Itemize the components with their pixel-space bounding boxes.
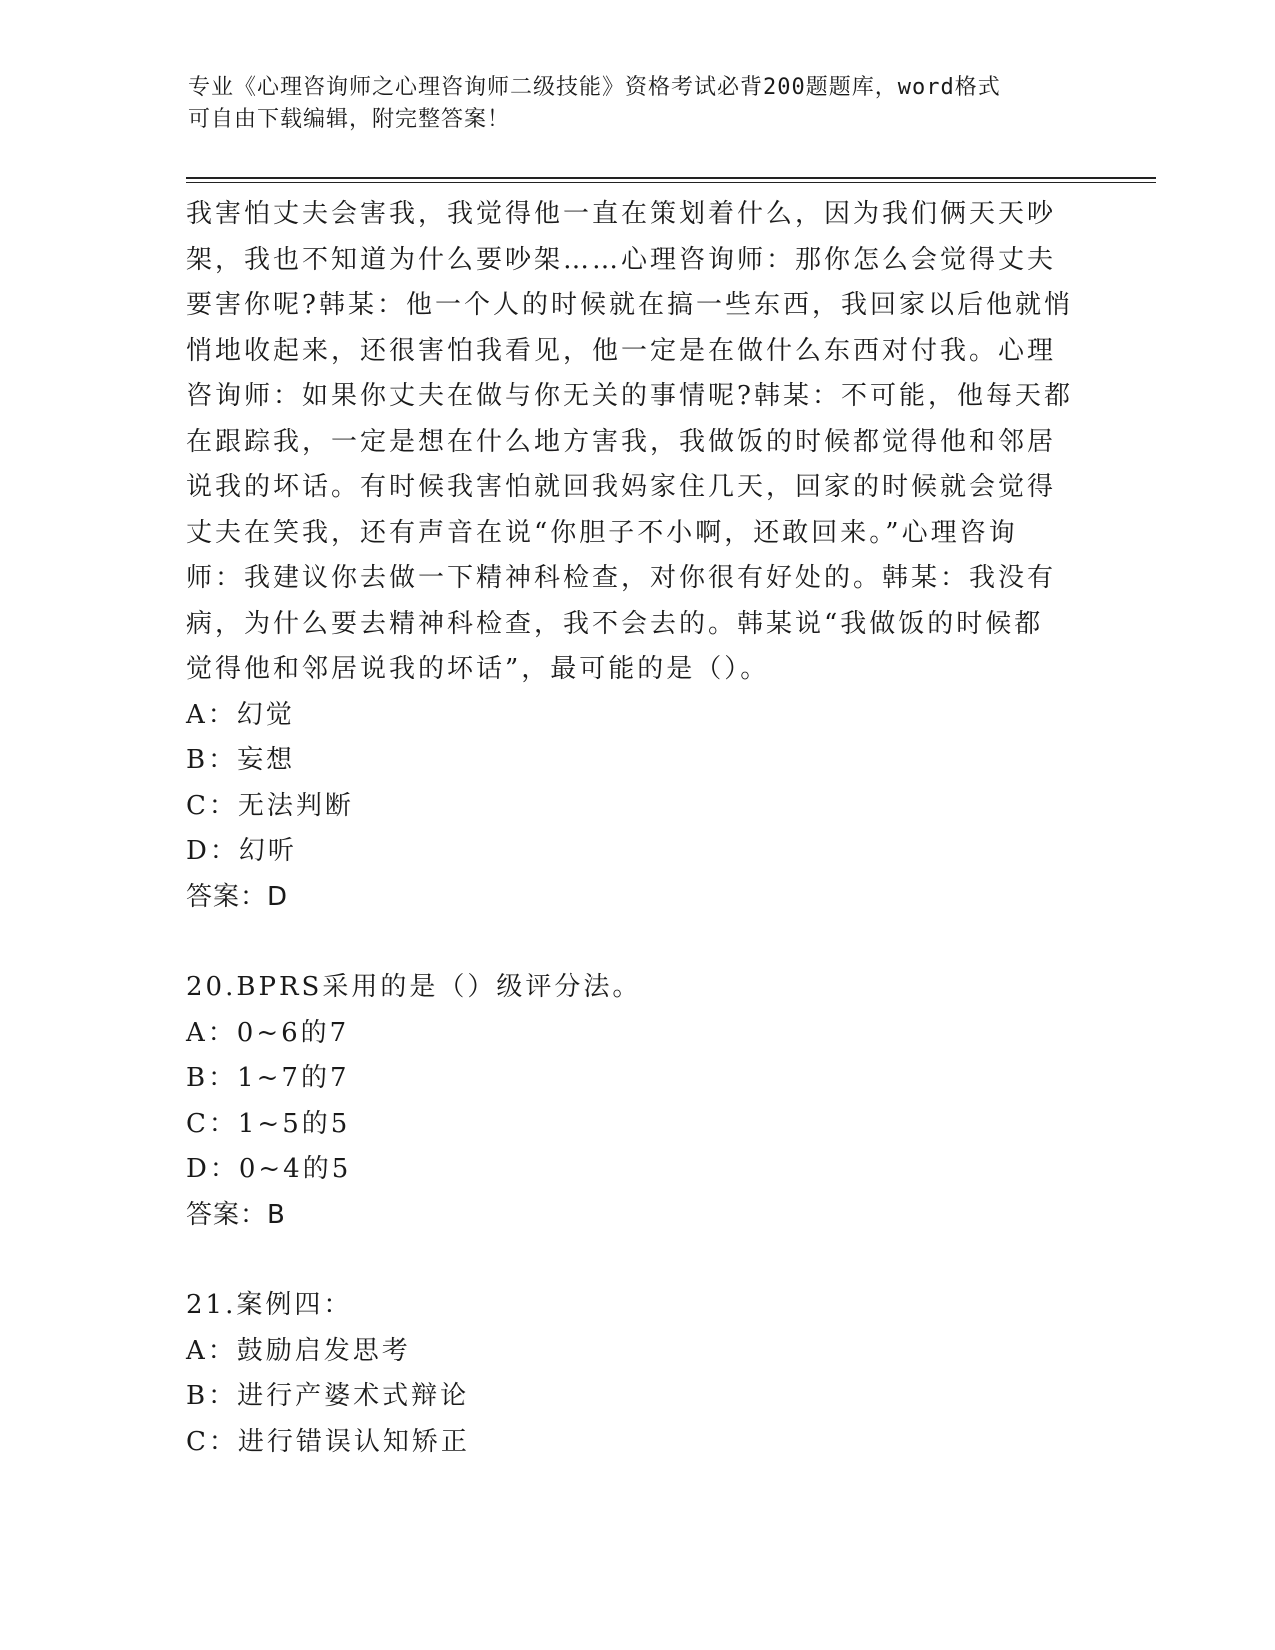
header-line-1: 专业《心理咨询师之心理咨询师二级技能》资格考试必背200题题库，word格式: [188, 75, 1001, 100]
document-body: [186, 192, 1076, 1465]
question-21: [186, 1283, 1076, 1465]
question-spacer: [186, 920, 1076, 965]
question-20-option-d: D：0~4的5: [186, 1154, 352, 1184]
question-20-stem: 20.BPRS采用的是（）级评分法。: [186, 972, 642, 1002]
question-19-option-d: D：幻听: [186, 836, 297, 866]
question-21-option-a: A：鼓励启发思考: [186, 1335, 411, 1366]
header-rule-thick: [186, 177, 1156, 179]
stem-line: 要害你呢?韩某：他一个人的时候就在搞一些东西，我回家以后他就悄: [186, 290, 1073, 320]
question-21-stem: 21.案例四：: [186, 1290, 353, 1320]
stem-line: 我害怕丈夫会害我，我觉得他一直在策划着什么，因为我们俩天天吵: [186, 199, 1057, 229]
header-line-2: 可自由下载编辑，附完整答案！: [188, 107, 511, 132]
question-20-option-a: A：0~6的7: [186, 1017, 350, 1048]
question-19-stem: [186, 192, 1076, 693]
stem-line: 丈夫在笑我，还有声音在说“你胆子不小啊，还敢回来。”心理咨询: [186, 517, 1018, 548]
header-rule-thin: [186, 182, 1156, 183]
question-spacer: [186, 1238, 1076, 1283]
stem-line: 说我的坏话。有时候我害怕就回我妈家住几天，回家的时候就会觉得: [186, 472, 1057, 502]
stem-line: 悄地收起来，还很害怕我看见，他一定是在做什么东西对付我。心理: [186, 335, 1057, 366]
stem-line: 在跟踪我，一定是想在什么地方害我，我做饭的时候都觉得他和邻居: [186, 426, 1057, 457]
stem-line: 架，我也不知道为什么要吵架……心理咨询师：那你怎么会觉得丈夫: [186, 244, 1057, 275]
question-19-option-a: A：幻觉: [186, 699, 295, 730]
stem-line: 师：我建议你去做一下精神科检查，对你很有好处的。韩某：我没有: [186, 563, 1057, 593]
question-20-option-b: B：1~7的7: [186, 1063, 350, 1093]
question-20-option-c: C：1~5的5: [186, 1108, 351, 1139]
question-19-option-c: C：无法判断: [186, 790, 354, 821]
question-19: [186, 192, 1076, 920]
question-21-option-b: B：进行产婆术式辩论: [186, 1381, 470, 1411]
question-19-answer: 答案：D: [186, 881, 289, 912]
question-20: [186, 965, 1076, 1238]
stem-line: 觉得他和邻居说我的坏话”，最可能的是（）。: [186, 654, 770, 684]
stem-line: 病，为什么要去精神科检查，我不会去的。韩某说“我做饭的时候都: [186, 608, 1044, 639]
stem-line: 咨询师：如果你丈夫在做与你无关的事情呢?韩某：不可能，他每天都: [186, 381, 1073, 411]
question-20-answer: 答案：B: [186, 1199, 286, 1230]
question-21-option-c: C：进行错误认知矫正: [186, 1426, 470, 1457]
question-19-option-b: B：妄想: [186, 745, 296, 775]
document-header: [188, 72, 1068, 136]
